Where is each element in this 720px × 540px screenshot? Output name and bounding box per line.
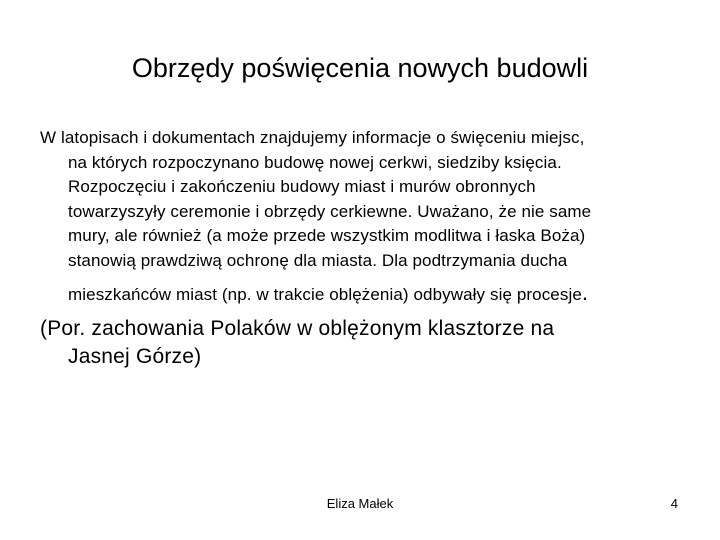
slide-title: Obrzędy poświęcenia nowych budowli (131, 53, 589, 83)
paragraph-line: towarzyszyły ceremonie i obrzędy cerkiewne. Uważano, że nie same (68, 201, 592, 221)
page-number: 4 (670, 496, 678, 511)
paragraph-line: W latopisach i dokumentach znajdujemy informacje o święceniu miejsc, (40, 128, 585, 147)
paragraph-line-last (40, 279, 700, 308)
footer-author: Eliza Małek (326, 496, 394, 511)
body-paragraph (40, 126, 700, 307)
paragraph-line-text: mieszkańców miast (np. w trakcie oblężenia) odbywały się procesje (68, 284, 582, 304)
reference-line: (Por. zachowania Polaków w oblężonym klasztorze na (40, 317, 555, 340)
reference-line: Jasnej Górze) (68, 345, 202, 368)
paragraph-line: na których rozpoczynano budowę nowej cerkwi, siedziby księcia. (68, 152, 562, 172)
paragraph-line: mury, ale również (a może przede wszystkim modlitwa i łaska Boża) (68, 226, 586, 246)
reference-paragraph (40, 315, 700, 371)
paragraph-final-period: . (581, 279, 589, 305)
paragraph-line: Rozpoczęciu i zakończeniu budowy miast i murów obronnych (68, 177, 536, 197)
paragraph-line: stanowią prawdziwą ochronę dla miasta. Dla podtrzymania ducha (68, 250, 568, 270)
